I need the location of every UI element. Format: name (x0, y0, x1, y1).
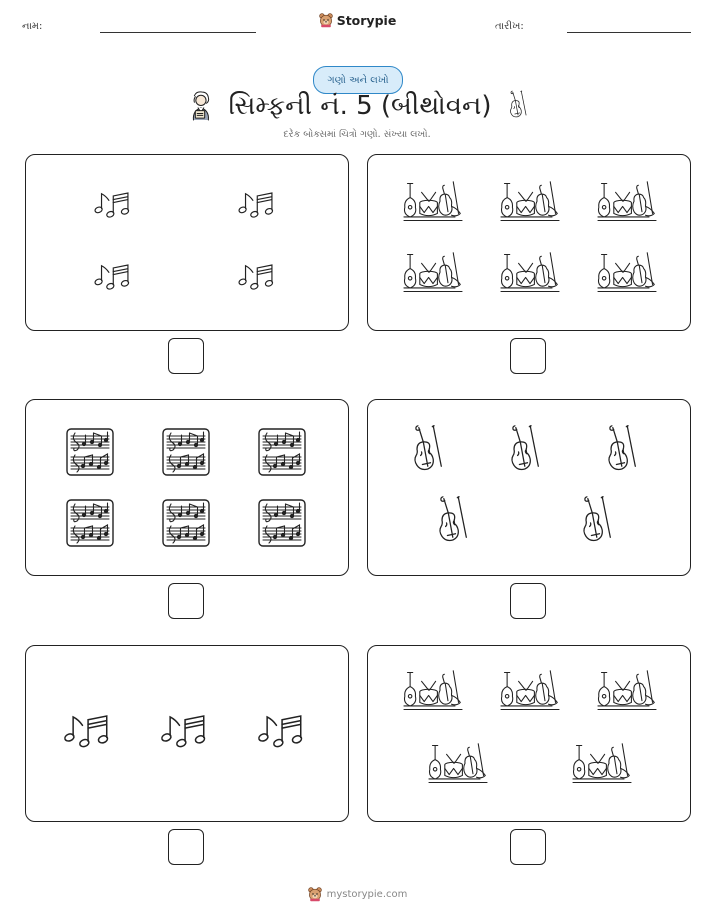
count-panel-1 (25, 154, 349, 331)
instrument-ensemble-icon (402, 180, 464, 224)
instrument-ensemble-icon (402, 251, 464, 295)
music-notes-icon (61, 711, 117, 749)
instrument-ensemble-icon (499, 251, 561, 295)
count-panel-3 (25, 399, 349, 576)
beethoven-portrait-icon (186, 90, 214, 122)
date-label: તારીખ: (495, 21, 524, 32)
name-label: નામ: (22, 21, 43, 32)
violin-icon (506, 90, 528, 122)
music-notes-icon (92, 261, 136, 291)
instrument-ensemble-icon (596, 251, 658, 295)
sheet-music-icon (65, 498, 115, 548)
sheet-music-icon (65, 427, 115, 477)
answer-box-2[interactable] (510, 338, 546, 374)
answer-box-4[interactable] (510, 583, 546, 619)
violin-icon (577, 495, 613, 549)
instrument-ensemble-icon (402, 669, 464, 713)
violin-icon (433, 495, 469, 549)
instrument-ensemble-icon (427, 742, 489, 786)
count-panel-4 (367, 399, 691, 576)
sheet-music-icon (161, 427, 211, 477)
violin-icon (408, 424, 444, 478)
brand-name: Storypie (336, 12, 397, 28)
sheet-music-icon (257, 427, 307, 477)
count-panel-5 (25, 645, 349, 822)
page-title-row (0, 90, 714, 129)
brand-logo (0, 12, 714, 31)
activity-badge: ગણો અને લખો (313, 66, 403, 94)
music-notes-icon (255, 711, 311, 749)
instrument-ensemble-icon (499, 669, 561, 713)
instrument-ensemble-icon (499, 180, 561, 224)
answer-box-1[interactable] (168, 338, 204, 374)
answer-box-6[interactable] (510, 829, 546, 865)
instructions: દરેક બોક્સમાં ચિત્રો ગણો. સંખ્યા લખો. (283, 129, 431, 140)
count-panel-2 (367, 154, 691, 331)
bear-mascot-icon (318, 12, 334, 28)
violin-icon (602, 424, 638, 478)
name-line[interactable] (100, 32, 256, 33)
instrument-ensemble-icon (596, 669, 658, 713)
count-panel-6 (367, 645, 691, 822)
music-notes-icon (236, 261, 280, 291)
answer-box-5[interactable] (168, 829, 204, 865)
music-notes-icon (236, 189, 280, 219)
footer (0, 886, 714, 905)
music-notes-icon (158, 711, 214, 749)
sheet-music-icon (257, 498, 307, 548)
bear-mascot-icon (307, 886, 323, 902)
instrument-ensemble-icon (596, 180, 658, 224)
date-line[interactable] (567, 32, 691, 33)
page-title: સિમ્ફની નં. 5 (બીથોવન) (228, 90, 492, 121)
instrument-ensemble-icon (571, 742, 633, 786)
music-notes-icon (92, 189, 136, 219)
sheet-music-icon (161, 498, 211, 548)
footer-url[interactable]: mystorypie.com (326, 888, 408, 900)
violin-icon (505, 424, 541, 478)
answer-box-3[interactable] (168, 583, 204, 619)
